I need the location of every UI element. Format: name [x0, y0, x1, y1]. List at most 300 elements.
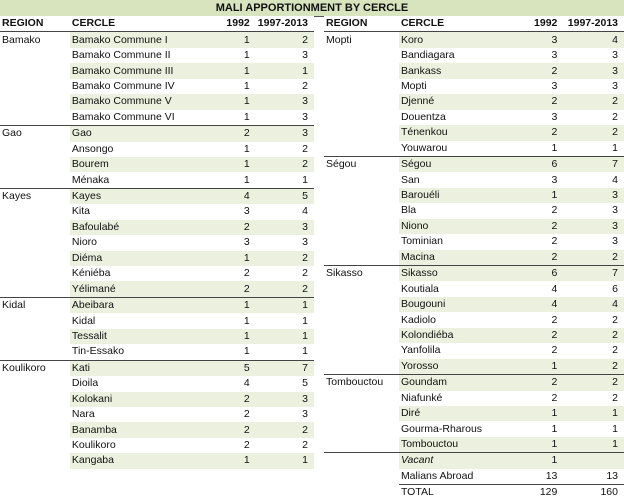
- region-cell: Tombouctou: [324, 375, 399, 391]
- region-cell: [324, 110, 399, 125]
- value-1997-2013-cell: 3: [302, 236, 308, 249]
- value-1992-cell: 2: [243, 408, 250, 421]
- value-1992-cell: 1: [505, 437, 563, 453]
- table-row: [0, 453, 314, 468]
- cercle-cell: Kangaba: [70, 453, 218, 468]
- value-1992-cell: 4: [505, 297, 563, 312]
- table-row: [324, 437, 624, 453]
- region-cell: [324, 406, 399, 421]
- value-1992-cell: 1: [218, 94, 256, 109]
- value-1992-cell: 2: [505, 375, 563, 391]
- header-1997-2013: 1997-2013: [256, 16, 314, 32]
- value-1997-2013-cell: 4: [563, 32, 624, 48]
- value-1997-2013-cell: 3: [256, 220, 314, 235]
- table-row: [0, 438, 314, 453]
- table-row: [0, 235, 314, 250]
- table-row: [0, 266, 314, 281]
- table-row: [0, 407, 314, 422]
- cercle-cell: Kolondiéba: [399, 328, 505, 343]
- region-cell: [324, 328, 399, 343]
- value-1997-2013-cell: 1: [563, 437, 624, 453]
- region-cell: [324, 172, 399, 187]
- region-cell: [324, 359, 399, 375]
- cercle-cell: Nioro: [71, 236, 98, 249]
- region-cell: [324, 343, 399, 358]
- table-row: [0, 220, 314, 235]
- header-1992: 1992: [505, 16, 563, 32]
- table-row: [324, 297, 624, 312]
- total-row: [324, 485, 624, 501]
- cercle-cell: Banamba: [70, 422, 218, 437]
- region-cell: [0, 94, 70, 109]
- value-1997-2013-cell: 1: [302, 345, 308, 358]
- region-cell: [0, 63, 70, 78]
- table-row: [0, 281, 314, 297]
- value-1992-cell: 1: [218, 63, 256, 78]
- cercle-cell: Diré: [399, 406, 505, 421]
- cercle-cell: Kéniéba: [71, 267, 111, 280]
- value-1992-cell: 1: [243, 110, 250, 123]
- header-cercle: CERCLE: [70, 16, 218, 32]
- region-cell: [0, 376, 70, 391]
- region-cell: Ségou: [324, 156, 399, 172]
- value-1992-cell: 2: [551, 391, 558, 404]
- table-row: [324, 125, 624, 140]
- table-row: [0, 344, 314, 360]
- value-1997-2013-cell: 2: [563, 375, 624, 391]
- cercle-cell: Bandiagara: [400, 49, 455, 62]
- cercle-cell: Kati: [70, 360, 218, 376]
- total-1992: 129: [505, 485, 563, 501]
- table-row: [0, 392, 314, 407]
- value-1992-cell: 2: [218, 220, 256, 235]
- value-1992-cell: 2: [218, 281, 256, 297]
- value-1992-cell: 1: [243, 345, 250, 358]
- value-1992-cell: 1: [505, 406, 563, 421]
- header-region: REGION: [324, 16, 399, 32]
- value-1992-cell: 2: [505, 328, 563, 343]
- value-1997-2013-cell: 1: [256, 63, 314, 78]
- value-1992-cell: 3: [551, 173, 558, 186]
- table-row: [324, 328, 624, 343]
- cercle-cell: Kita: [71, 205, 91, 218]
- value-1997-2013-cell: 2: [563, 328, 624, 343]
- value-1997-2013-cell: 2: [563, 359, 624, 375]
- region-cell: [324, 453, 399, 469]
- table-row: [0, 172, 314, 188]
- cercle-cell: Kidal: [71, 314, 96, 327]
- value-1992-cell: 6: [505, 156, 563, 172]
- value-1997-2013-cell: [563, 453, 624, 469]
- value-1992-cell: 1: [243, 79, 250, 92]
- region-cell: [0, 204, 70, 219]
- table-row: [324, 469, 624, 485]
- header-row: [324, 16, 624, 32]
- cercle-cell: Dioila: [71, 377, 99, 390]
- value-1992-cell: 2: [243, 267, 250, 280]
- value-1992-cell: 1: [243, 314, 250, 327]
- cercle-cell: Gourma-Rharous: [400, 422, 483, 435]
- value-1997-2013-cell: 2: [612, 344, 618, 357]
- cercle-cell: Koulikoro: [71, 439, 116, 452]
- table-row: [324, 250, 624, 266]
- table-row: [0, 157, 314, 172]
- value-1997-2013-cell: 3: [612, 79, 618, 92]
- value-1997-2013-cell: 7: [563, 266, 624, 282]
- region-cell: [0, 329, 70, 344]
- value-1997-2013-cell: 2: [256, 32, 314, 48]
- value-1992-cell: 1: [551, 422, 558, 435]
- table-row: [0, 251, 314, 266]
- value-1992-cell: 3: [551, 110, 558, 123]
- region-cell: [0, 48, 70, 63]
- value-1992-cell: 2: [505, 125, 563, 140]
- table-row: [324, 343, 624, 358]
- header-1992: 1992: [218, 16, 256, 32]
- value-1997-2013-cell: 2: [256, 281, 314, 297]
- region-cell: [0, 422, 70, 437]
- cercle-cell: Bamako Commune VI: [71, 110, 175, 123]
- cercle-cell: Kadiolo: [400, 313, 436, 326]
- cercle-cell: Barouéli: [399, 188, 505, 203]
- region-cell: [324, 234, 399, 249]
- table-row: [324, 359, 624, 375]
- value-1992-cell: 1: [218, 453, 256, 468]
- table-row: [324, 421, 624, 436]
- region-cell: [324, 437, 399, 453]
- value-1997-2013-cell: 4: [563, 297, 624, 312]
- cercle-cell: Koutiala: [400, 282, 439, 295]
- value-1997-2013-cell: 7: [256, 360, 314, 376]
- table-row: [0, 63, 314, 78]
- value-1992-cell: 1: [243, 142, 250, 155]
- table-row: [324, 234, 624, 249]
- value-1997-2013-cell: 3: [302, 110, 308, 123]
- value-1997-2013-cell: 1: [256, 297, 314, 313]
- table-row: [0, 376, 314, 391]
- value-1997-2013-cell: 4: [612, 173, 618, 186]
- value-1997-2013-cell: 3: [256, 392, 314, 407]
- value-1992-cell: 6: [505, 266, 563, 282]
- table-row: [0, 126, 314, 142]
- value-1997-2013-cell: 2: [563, 94, 624, 109]
- table-row: [0, 94, 314, 109]
- value-1997-2013-cell: 3: [302, 49, 308, 62]
- table-row: [0, 360, 314, 376]
- cercle-cell: Nara: [71, 408, 95, 421]
- table-row: [324, 375, 624, 391]
- table-row: [324, 188, 624, 203]
- value-1997-2013-cell: 2: [563, 125, 624, 140]
- value-1992-cell: 2: [551, 235, 558, 248]
- cercle-cell: Bamako Commune V: [70, 94, 218, 109]
- value-1997-2013-cell: 3: [563, 63, 624, 78]
- region-cell: [324, 63, 399, 78]
- value-1997-2013-cell: 2: [612, 391, 618, 404]
- cercle-cell: Koro: [399, 32, 505, 48]
- cercle-cell: Youwarou: [400, 141, 448, 154]
- value-1992-cell: 1: [218, 32, 256, 48]
- region-cell: [0, 79, 70, 94]
- table-row: [324, 172, 624, 187]
- value-1992-cell: 4: [551, 282, 558, 295]
- cercle-cell: Bougouni: [399, 297, 505, 312]
- cercle-cell: Ténenkou: [399, 125, 505, 140]
- cercle-cell: Ménaka: [71, 173, 110, 186]
- table-row: [324, 406, 624, 421]
- cercle-cell: Yanfolila: [400, 344, 441, 357]
- value-1997-2013-cell: 1: [612, 141, 618, 154]
- region-cell: [324, 48, 399, 63]
- region-cell: [0, 142, 70, 157]
- cercle-cell: Bamako Commune IV: [71, 79, 175, 92]
- table-row: [324, 156, 624, 172]
- region-cell: [0, 235, 70, 250]
- value-1997-2013-cell: 5: [256, 188, 314, 204]
- value-1992-cell: 4: [218, 188, 256, 204]
- cercle-cell: Ségou: [399, 156, 505, 172]
- table-row: [0, 422, 314, 437]
- region-cell: Bamako: [0, 32, 70, 48]
- value-1992-cell: 1: [505, 453, 563, 469]
- region-cell: [324, 141, 399, 157]
- value-1992-cell: 3: [243, 205, 250, 218]
- cercle-cell: Tin-Essako: [71, 345, 125, 358]
- cercle-cell: San: [400, 173, 420, 186]
- table-row: [324, 266, 624, 282]
- region-cell: [0, 281, 70, 297]
- region-cell: Gao: [0, 126, 70, 142]
- region-cell: [0, 453, 70, 468]
- region-cell: Mopti: [324, 32, 399, 48]
- table-row: [0, 32, 314, 48]
- table-row: [324, 63, 624, 78]
- region-cell: [324, 469, 399, 485]
- value-1997-2013-cell: 1: [256, 329, 314, 344]
- value-1997-2013-cell: 2: [302, 439, 308, 452]
- value-1997-2013-cell: 2: [302, 79, 308, 92]
- cercle-cell: Kolokani: [70, 392, 218, 407]
- cercle-cell: Tessalit: [70, 329, 218, 344]
- header-region: REGION: [0, 16, 70, 32]
- cercle-cell: Diéma: [70, 251, 218, 266]
- value-1992-cell: 1: [218, 157, 256, 172]
- region-cell: Sikasso: [324, 266, 399, 282]
- cercle-cell: Malians Abroad: [400, 469, 474, 482]
- region-cell: [324, 125, 399, 140]
- value-1997-2013-cell: 2: [302, 142, 308, 155]
- value-1992-cell: 1: [218, 329, 256, 344]
- region-cell: [324, 79, 399, 94]
- cercle-cell: Gao: [70, 126, 218, 142]
- value-1992-cell: 1: [551, 141, 558, 154]
- value-1997-2013-cell: 13: [606, 469, 618, 482]
- value-1992-cell: 4: [243, 377, 250, 390]
- value-1997-2013-cell: 2: [256, 251, 314, 266]
- cercle-cell: Vacant: [399, 453, 505, 469]
- value-1992-cell: 1: [505, 359, 563, 375]
- cercle-cell: Sikasso: [399, 266, 505, 282]
- total-1997-2013: 160: [563, 485, 624, 501]
- header-1997-2013: 1997-2013: [563, 16, 624, 32]
- cercle-cell: Mopti: [400, 79, 427, 92]
- cercle-cell: Abeibara: [70, 297, 218, 313]
- cercle-cell: Bourem: [70, 157, 218, 172]
- cercle-cell: Goundam: [399, 375, 505, 391]
- value-1997-2013-cell: 3: [612, 49, 618, 62]
- region-cell: Kayes: [0, 188, 70, 204]
- region-cell: [324, 281, 399, 296]
- table-row: [324, 281, 624, 296]
- table-row: [324, 391, 624, 406]
- value-1997-2013-cell: 6: [612, 282, 618, 295]
- value-1997-2013-cell: 2: [256, 422, 314, 437]
- value-1992-cell: 1: [218, 297, 256, 313]
- table-row: [324, 203, 624, 218]
- value-1992-cell: 13: [545, 469, 558, 482]
- region-cell: [0, 407, 70, 422]
- region-cell: [324, 203, 399, 218]
- value-1997-2013-cell: 4: [302, 205, 308, 218]
- value-1992-cell: 2: [218, 392, 256, 407]
- region-cell: [324, 421, 399, 436]
- table-row: [324, 141, 624, 157]
- region-cell: [0, 392, 70, 407]
- region-cell: [324, 188, 399, 203]
- table-row: [324, 48, 624, 63]
- table-row: [0, 313, 314, 328]
- value-1997-2013-cell: 3: [612, 235, 618, 248]
- value-1997-2013-cell: 3: [256, 126, 314, 142]
- value-1992-cell: 2: [243, 439, 250, 452]
- region-cell: [0, 313, 70, 328]
- region-cell: [324, 94, 399, 109]
- value-1997-2013-cell: 3: [302, 408, 308, 421]
- cercle-cell: Tombouctou: [399, 437, 505, 453]
- region-cell: [324, 250, 399, 266]
- cercle-cell: Kayes: [70, 188, 218, 204]
- value-1997-2013-cell: 3: [563, 219, 624, 234]
- cercle-cell: Niono: [399, 219, 505, 234]
- value-1997-2013-cell: 1: [302, 173, 308, 186]
- cercle-cell: Yélimané: [70, 281, 218, 297]
- page-title: MALI APPORTIONMENT BY CERCLE: [0, 0, 624, 17]
- region-cell: [0, 266, 70, 281]
- table-row: [324, 79, 624, 94]
- value-1997-2013-cell: 2: [612, 313, 618, 326]
- value-1997-2013-cell: 1: [256, 453, 314, 468]
- region-cell: [324, 297, 399, 312]
- value-1997-2013-cell: 2: [302, 267, 308, 280]
- table-row: [0, 79, 314, 94]
- value-1997-2013-cell: 3: [256, 94, 314, 109]
- region-cell: [0, 438, 70, 453]
- cercle-cell: Bankass: [399, 63, 505, 78]
- cercle-cell: Bla: [400, 204, 417, 217]
- region-cell: [0, 172, 70, 188]
- table-row: [0, 204, 314, 219]
- value-1992-cell: 3: [551, 49, 558, 62]
- table-row: [0, 142, 314, 157]
- cercle-cell: Yorosso: [399, 359, 505, 375]
- value-1997-2013-cell: 1: [563, 406, 624, 421]
- table-row: [0, 188, 314, 204]
- value-1992-cell: 2: [551, 204, 558, 217]
- value-1997-2013-cell: 3: [612, 204, 618, 217]
- value-1992-cell: 3: [505, 32, 563, 48]
- value-1997-2013-cell: 3: [563, 188, 624, 203]
- region-cell: [0, 220, 70, 235]
- total-label: TOTAL: [399, 485, 505, 501]
- region-cell: [324, 312, 399, 327]
- cercle-cell: Djenné: [399, 94, 505, 109]
- region-cell: [324, 219, 399, 234]
- value-1992-cell: 2: [505, 63, 563, 78]
- cercle-cell: Ansongo: [71, 142, 114, 155]
- table-row: [324, 32, 624, 48]
- region-cell: [324, 485, 399, 501]
- cercle-cell: Bamako Commune III: [70, 63, 218, 78]
- table-row: [0, 48, 314, 63]
- value-1992-cell: 2: [505, 250, 563, 266]
- cercle-cell: Bamako Commune I: [70, 32, 218, 48]
- value-1992-cell: 1: [218, 251, 256, 266]
- table-row: [324, 312, 624, 327]
- value-1992-cell: 3: [243, 236, 250, 249]
- value-1992-cell: 2: [551, 313, 558, 326]
- cercle-cell: Douentza: [400, 110, 446, 123]
- apportionment-table-right: [324, 16, 624, 501]
- value-1997-2013-cell: 2: [563, 250, 624, 266]
- region-cell: Kidal: [0, 297, 70, 313]
- value-1992-cell: 5: [218, 360, 256, 376]
- value-1992-cell: 1: [243, 173, 250, 186]
- header-cercle: CERCLE: [399, 16, 505, 32]
- value-1992-cell: 2: [551, 344, 558, 357]
- table-row: [0, 110, 314, 126]
- value-1997-2013-cell: 1: [302, 314, 308, 327]
- table-row: [324, 110, 624, 125]
- cercle-cell: Macina: [399, 250, 505, 266]
- region-cell: [0, 251, 70, 266]
- cercle-cell: Bafoulabé: [70, 220, 218, 235]
- value-1992-cell: 2: [505, 94, 563, 109]
- cercle-cell: Niafunké: [400, 391, 443, 404]
- region-cell: Koulikoro: [0, 360, 70, 376]
- value-1997-2013-cell: 2: [256, 157, 314, 172]
- value-1997-2013-cell: 1: [612, 422, 618, 435]
- value-1992-cell: 1: [505, 188, 563, 203]
- region-cell: [0, 157, 70, 172]
- value-1997-2013-cell: 7: [563, 156, 624, 172]
- value-1992-cell: 2: [505, 219, 563, 234]
- value-1992-cell: 2: [218, 126, 256, 142]
- cercle-cell: Tominian: [400, 235, 443, 248]
- apportionment-table-left: [0, 16, 314, 469]
- value-1992-cell: 2: [218, 422, 256, 437]
- header-row: [0, 16, 314, 32]
- region-cell: [0, 110, 70, 126]
- cercle-cell: Bamako Commune II: [71, 49, 171, 62]
- value-1992-cell: 1: [243, 49, 250, 62]
- region-cell: [0, 344, 70, 360]
- table-row: [324, 94, 624, 109]
- value-1997-2013-cell: 5: [302, 377, 308, 390]
- table-row: [324, 453, 624, 469]
- region-cell: [324, 391, 399, 406]
- table-row: [324, 219, 624, 234]
- table-row: [0, 297, 314, 313]
